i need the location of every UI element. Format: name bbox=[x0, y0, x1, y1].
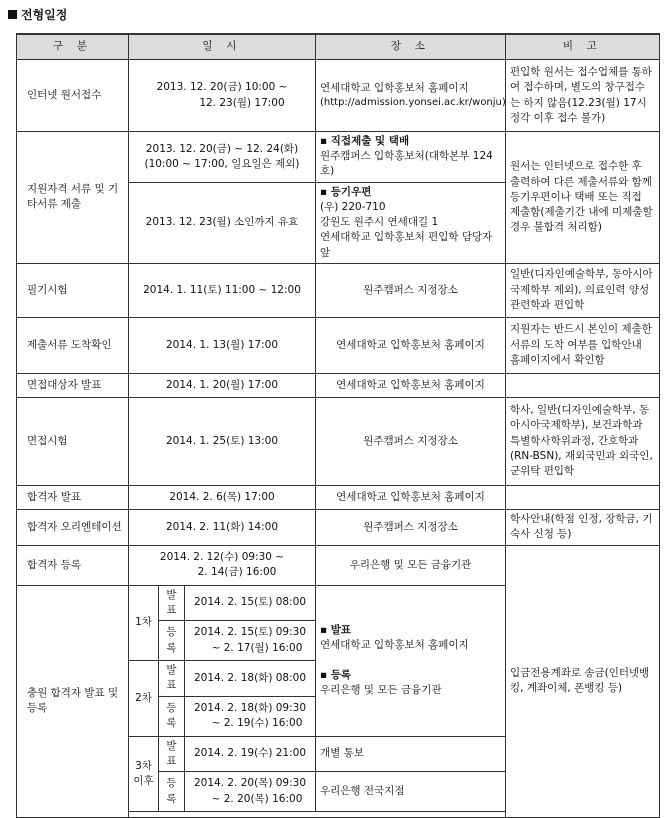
place-cell: 개별 통보 bbox=[316, 736, 506, 771]
datetime-cell: 2014. 2. 19(수) 21:00 bbox=[185, 736, 316, 771]
round-cell: 3차 이후 bbox=[129, 736, 159, 811]
note-cell: 학사, 일반(디자인예술학부, 동아시아국제학부), 보건과학과 특별학사학위과정, 간호학과(RN-BSN), 재외국민과 외국인, 군위탁 편입학 bbox=[506, 397, 660, 485]
place-line: (우) 220-710 bbox=[320, 200, 386, 213]
place-url: (http://admission.yonsei.ac.kr/wonju) bbox=[320, 96, 506, 108]
square-bullet-icon bbox=[8, 10, 17, 19]
datetime-line: 2014. 2. 20(목) 09:30 bbox=[193, 777, 307, 790]
category-cell: 합격자 발표 bbox=[17, 485, 129, 509]
place-cell: 우리은행 전국지점 bbox=[316, 772, 506, 812]
place-cell: 연세대학교 입학홍보처 홈페이지 bbox=[316, 485, 506, 509]
category-cell: 합격자 오리엔테이션 bbox=[17, 509, 129, 545]
place-subtitle: 등기우편 bbox=[330, 185, 372, 198]
place-cell: 연세대학교 입학홍보처 홈페이지 bbox=[316, 317, 506, 373]
category-cell: 면접대상자 발표 bbox=[17, 373, 129, 397]
datetime-cell: 2014. 1. 11(토) 11:00 ~ 12:00 bbox=[129, 263, 316, 317]
category-cell: 인터넷 원서접수 bbox=[17, 60, 129, 132]
table-row bbox=[17, 509, 660, 545]
table-row bbox=[17, 397, 660, 485]
place-line: 연세대학교 입학홍보처 홈페이지 bbox=[320, 639, 469, 652]
table-row bbox=[17, 373, 660, 397]
note-cell bbox=[506, 373, 660, 397]
header-category: 구 분 bbox=[17, 34, 129, 60]
datetime-line: 12. 23(월) 17:00 bbox=[199, 96, 285, 109]
datetime-line: 2014. 2. 15(토) 09:30 bbox=[193, 626, 307, 639]
table-row bbox=[17, 545, 660, 585]
stage-cell: 등록 bbox=[159, 772, 185, 812]
place-cell: 연세대학교 입학홍보처 홈페이지 bbox=[316, 373, 506, 397]
table-row bbox=[17, 485, 660, 509]
datetime-line: ~ 2. 17(월) 16:00 bbox=[211, 641, 303, 654]
datetime-cell bbox=[129, 132, 316, 183]
place-line: 우리은행 및 모든 금융기관 bbox=[320, 683, 442, 696]
round-cell: 2차 bbox=[129, 661, 159, 736]
place-cell: 원주캠퍼스 지정장소 bbox=[316, 397, 506, 485]
schedule-table bbox=[16, 33, 660, 818]
datetime-line: 2014. 2. 12(수) 09:30 ~ bbox=[159, 551, 285, 564]
datetime-cell: 2014. 2. 15(토) 08:00 bbox=[185, 585, 316, 620]
stage-cell: 발표 bbox=[159, 585, 185, 620]
round-cell: 1차 bbox=[129, 585, 159, 660]
place-line: 연세대학교 입학홍보처 홈페이지 bbox=[320, 81, 469, 94]
datetime-cell bbox=[129, 545, 316, 585]
place-line: 연세대학교 입학홍보처 편입학 담당자 앞 bbox=[320, 231, 493, 259]
note-cell: 입금전용계좌로 송금(인터넷뱅킹, 계좌이체, 폰뱅킹 등) bbox=[506, 545, 660, 817]
place-cell bbox=[316, 132, 506, 183]
place-subtitle: 발표 bbox=[330, 624, 352, 637]
category-cell: 필기시험 bbox=[17, 263, 129, 317]
bullet-icon: ▪ bbox=[320, 668, 331, 681]
datetime-cell: 2014. 1. 25(토) 13:00 bbox=[129, 397, 316, 485]
datetime-cell: 2014. 2. 6(목) 17:00 bbox=[129, 485, 316, 509]
datetime-line: 2014. 2. 18(화) 09:30 bbox=[193, 701, 307, 714]
datetime-cell bbox=[185, 772, 316, 812]
stage-cell: 등록 bbox=[159, 621, 185, 661]
header-place: 장 소 bbox=[316, 34, 506, 60]
category-cell: 지원자격 서류 및 기타서류 제출 bbox=[17, 132, 129, 264]
note-cell: 편입학 원서는 접수업체를 통하여 접수하며, 별도의 창구접수는 하지 않음(12.23(월) 17시 정각 이후 접수 불가) bbox=[506, 60, 660, 132]
note-cell: 학사안내(학점 인정, 장학금, 기숙사 신청 등) bbox=[506, 509, 660, 545]
place-line: 강원도 원주시 연세대길 1 bbox=[320, 216, 439, 229]
bullet-icon: ▪ bbox=[320, 135, 331, 147]
place-line: 원주캠퍼스 입학홍보처(대학본부 124호) bbox=[320, 150, 493, 178]
place-subtitle: 등록 bbox=[330, 668, 352, 681]
datetime-cell bbox=[185, 621, 316, 661]
category-cell: 충원 합격자 발표 및 등록 bbox=[17, 585, 129, 817]
place-cell: 원주캠퍼스 지정장소 bbox=[316, 509, 506, 545]
section-title: 전형일정 bbox=[21, 8, 68, 22]
datetime-line: (10:00 ~ 17:00, 일요일은 제외) bbox=[144, 157, 300, 170]
place-cell bbox=[316, 182, 506, 263]
datetime-cell: 2014. 1. 20(월) 17:00 bbox=[129, 373, 316, 397]
place-cell: 우리은행 및 모든 금융기관 bbox=[316, 545, 506, 585]
place-cell: 원주캠퍼스 지정장소 bbox=[316, 263, 506, 317]
category-cell: 제출서류 도착확인 bbox=[17, 317, 129, 373]
note-cell: 일반(디자인예술학부, 동아시아국제학부 제외), 의료인력 양성 관련학과 편입학 bbox=[506, 263, 660, 317]
stage-cell: 등록 bbox=[159, 696, 185, 736]
category-cell: 합격자 등록 bbox=[17, 545, 129, 585]
datetime-cell: 2014. 2. 18(화) 08:00 bbox=[185, 661, 316, 696]
table-header-row bbox=[17, 34, 660, 60]
datetime-line: 2013. 12. 20(금) ~ 12. 24(화) bbox=[145, 142, 299, 155]
stage-cell: 발표 bbox=[159, 736, 185, 771]
datetime-cell: 2014. 1. 13(월) 17:00 bbox=[129, 317, 316, 373]
bullet-icon: ▪ bbox=[320, 185, 331, 198]
datetime-cell bbox=[129, 60, 316, 132]
table-row bbox=[17, 60, 660, 132]
table-row bbox=[17, 263, 660, 317]
datetime-line: ~ 2. 20(목) 16:00 bbox=[211, 792, 303, 805]
category-cell: 면접시험 bbox=[17, 397, 129, 485]
place-cell bbox=[316, 60, 506, 132]
stage-cell: 발표 bbox=[159, 661, 185, 696]
section-heading bbox=[8, 6, 67, 23]
header-datetime: 일 시 bbox=[129, 34, 316, 60]
header-note: 비 고 bbox=[506, 34, 660, 60]
datetime-cell bbox=[185, 696, 316, 736]
place-subtitle: 직접제출 및 택배 bbox=[330, 135, 410, 147]
datetime-cell: 2014. 2. 11(화) 14:00 bbox=[129, 509, 316, 545]
table-row bbox=[17, 132, 660, 183]
place-cell bbox=[316, 585, 506, 736]
bullet-icon: ▪ bbox=[320, 624, 331, 637]
datetime-line: 2013. 12. 20(금) 10:00 ~ bbox=[156, 81, 288, 94]
datetime-line: 2. 14(금) 16:00 bbox=[197, 566, 277, 579]
note-cell: 원서는 인터넷으로 접수한 후 출력하여 다른 제출서류와 함께 등기우편이나 택배 또는 직접 제출함(제출기간 내에 미제출할 경우 불합격 처리함) bbox=[506, 132, 660, 264]
note-cell: 지원자는 반드시 본인이 제출한 서류의 도착 여부를 입학안내 홈페이지에서 확인함 bbox=[506, 317, 660, 373]
note-cell bbox=[506, 485, 660, 509]
table-row bbox=[17, 317, 660, 373]
datetime-line: ~ 2. 19(수) 16:00 bbox=[211, 717, 303, 730]
datetime-cell: 2013. 12. 23(월) 소인까지 유효 bbox=[129, 182, 316, 263]
